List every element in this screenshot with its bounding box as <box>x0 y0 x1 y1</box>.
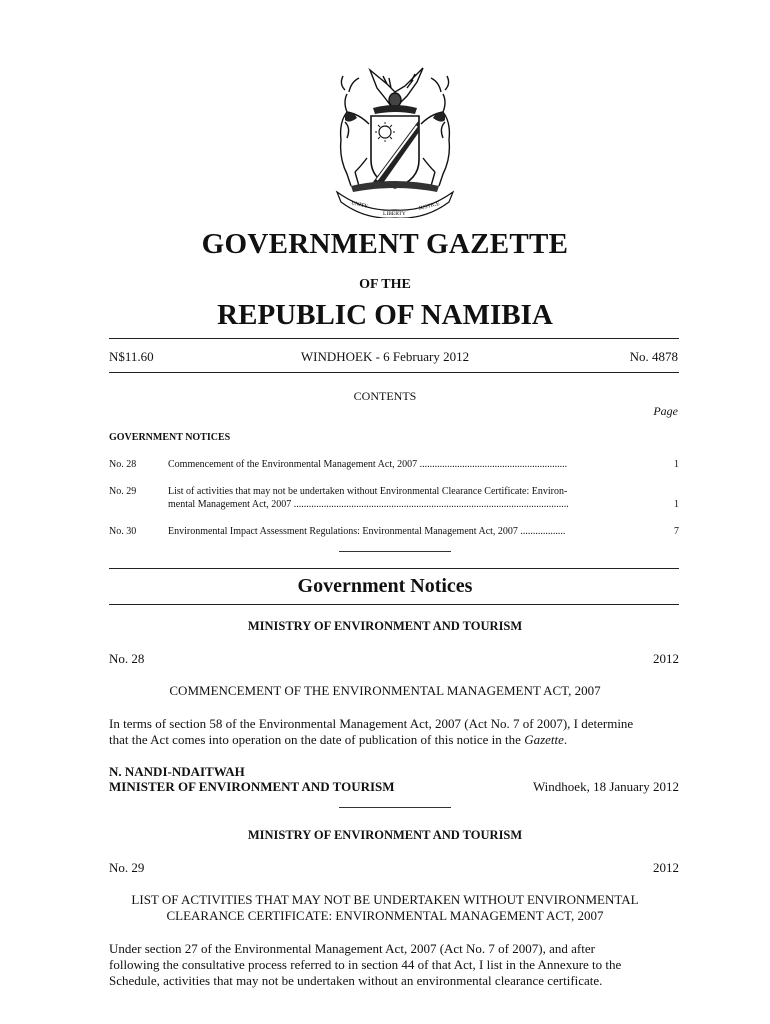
notice-body-line: following the consultative process referred to in section 44 of that Act, I list in the Annexure to the <box>109 957 622 972</box>
section-title: Government Notices <box>297 575 473 597</box>
toc-item-title-line2: mental Management Act, 2007 .............................................................................................................. <box>168 499 569 510</box>
signatory-name: N. NANDI-NDAITWAH <box>109 764 245 779</box>
toc-item-page: 7 <box>674 526 679 537</box>
toc-item <box>109 525 679 539</box>
divider <box>339 551 451 552</box>
coat-of-arms-emblem <box>325 62 465 218</box>
header-top-rule <box>109 338 679 339</box>
notice-body-line: Schedule, activities that may not be undertaken without an environmental clearance certificate. <box>109 973 603 988</box>
divider <box>339 807 451 808</box>
toc-item-page: 1 <box>674 459 679 470</box>
notice-title: COMMENCEMENT OF THE ENVIRONMENTAL MANAGEMENT ACT, 2007 <box>169 683 601 698</box>
gazette-title: GOVERNMENT GAZETTE <box>201 228 569 260</box>
signed-place-date: Windhoek, 18 January 2012 <box>532 779 679 794</box>
motto-unity: UNITY <box>350 200 369 211</box>
notice-body-text: that the Act comes into operation on the date of publication of this notice in the <box>109 732 525 747</box>
motto-liberty: LIBERTY <box>383 211 406 217</box>
toc-item-number: No. 28 <box>109 459 137 470</box>
motto-justice: JUSTICE <box>418 200 441 212</box>
notice-number: No. 28 <box>109 651 145 666</box>
notice-title-line2: CLEARANCE CERTIFICATE: ENVIRONMENTAL MANAGEMENT ACT, 2007 <box>166 908 604 923</box>
gazette-issue-number: No. 4878 <box>629 349 678 364</box>
gazette-place-date: WINDHOEK - 6 February 2012 <box>300 349 470 364</box>
notice-number: No. 29 <box>109 860 145 875</box>
toc-item-number: No. 30 <box>109 526 137 537</box>
notice-ministry: MINISTRY OF ENVIRONMENT AND TOURISM <box>247 828 523 842</box>
section-top-rule <box>109 568 679 569</box>
toc-item <box>109 485 679 513</box>
toc-item-number: No. 29 <box>109 486 137 497</box>
gazette-word: Gazette <box>524 732 564 747</box>
toc-item-title: Commencement of the Environmental Management Act, 2007 ........................................................... <box>168 459 568 470</box>
notice-body-line <box>109 732 567 749</box>
notice-body-line: In terms of section 58 of the Environmental Management Act, 2007 (Act No. 7 of 2007), I determine <box>109 716 634 731</box>
notice-year: 2012 <box>653 860 679 875</box>
contents-heading: CONTENTS <box>353 389 417 403</box>
section-bottom-rule <box>109 604 679 605</box>
toc-item-title-line1: List of activities that may not be undertaken without Environmental Clearance Certificate: Environ- <box>168 486 568 497</box>
notice-title-line1: LIST OF ACTIVITIES THAT MAY NOT BE UNDERTAKEN WITHOUT ENVIRONMENTAL <box>131 892 639 907</box>
notice-body-line: Under section 27 of the Environmental Management Act, 2007 (Act No. 7 of 2007), and after <box>109 941 595 956</box>
signatory-title: MINISTER OF ENVIRONMENT AND TOURISM <box>109 779 395 794</box>
notice-body-period: . <box>563 732 568 747</box>
gazette-of-the: OF THE <box>359 277 411 292</box>
toc-item-page: 1 <box>674 499 679 510</box>
header-bottom-rule <box>109 372 679 373</box>
notice-year: 2012 <box>653 651 679 666</box>
gazette-republic: REPUBLIC OF NAMIBIA <box>217 299 553 331</box>
toc-item <box>109 458 679 472</box>
gazette-price: N$11.60 <box>109 349 154 364</box>
notice-ministry: MINISTRY OF ENVIRONMENT AND TOURISM <box>247 619 523 633</box>
toc-item-title: Environmental Impact Assessment Regulations: Environmental Management Act, 2007 .................. <box>168 526 566 537</box>
contents-page-label: Page <box>653 404 678 418</box>
contents-section-heading: GOVERNMENT NOTICES <box>109 432 231 443</box>
